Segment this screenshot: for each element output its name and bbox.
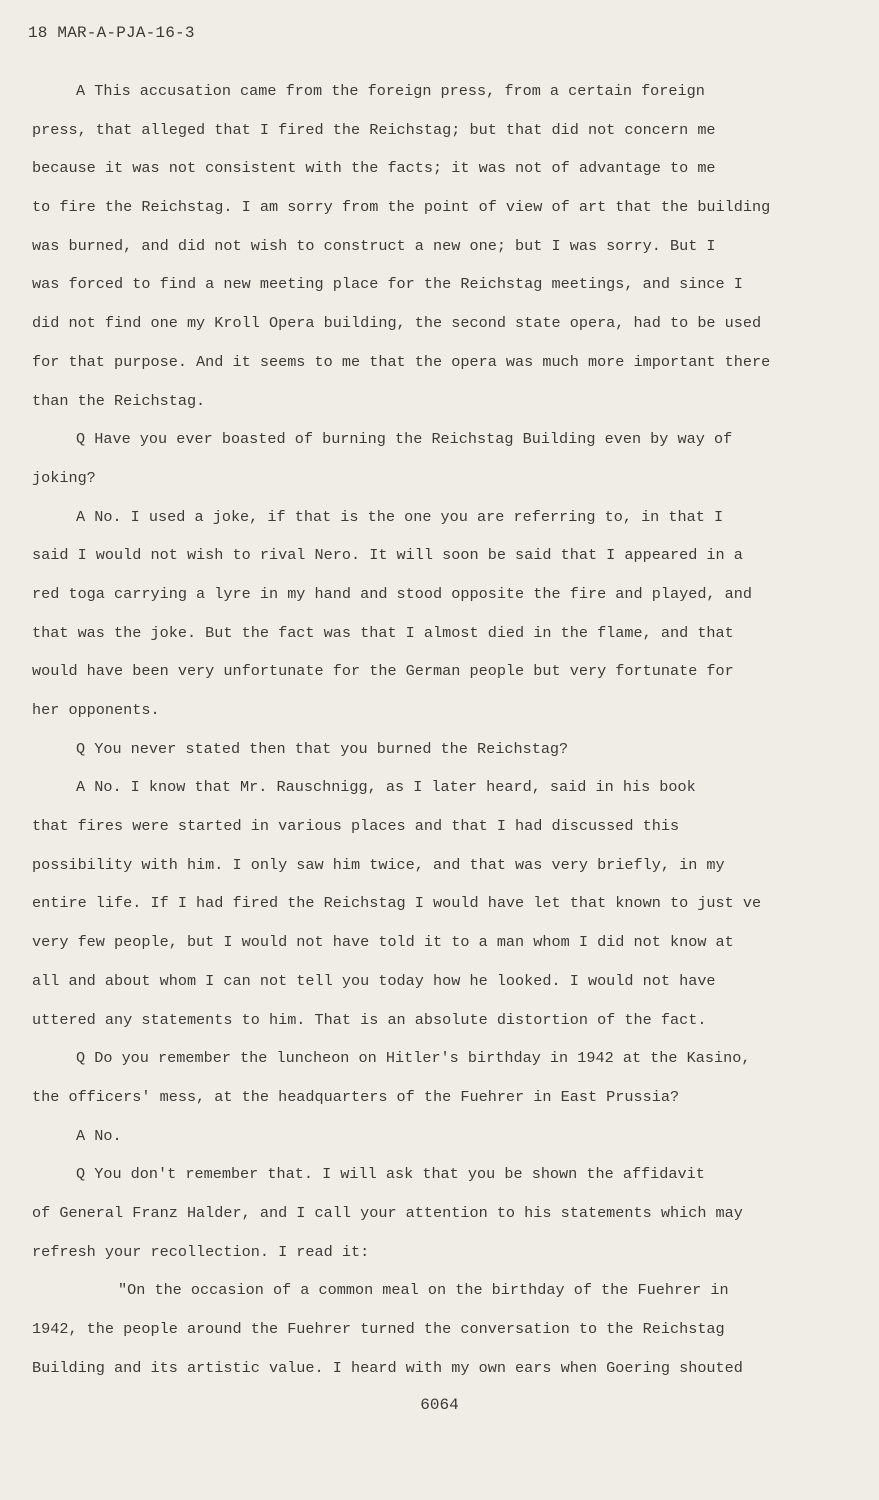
text-line: A This accusation came from the foreign press, from a certain foreign	[76, 82, 705, 100]
text-line: "On the occasion of a common meal on the birthday of the Fuehrer in	[118, 1281, 729, 1300]
transcript-body	[32, 72, 832, 1387]
text-line: Q You don't remember that. I will ask that you be shown the affidavit	[76, 1165, 705, 1184]
text-line: that fires were started in various places and that I had discussed this	[32, 817, 680, 836]
text-line: very few people, but I would not have told it to a man whom I did not know at	[32, 933, 734, 952]
text-line: the officers' mess, at the headquarters of the Fuehrer in East Prussia?	[32, 1087, 680, 1106]
text-line: joking?	[32, 468, 96, 487]
text-line: than the Reichstag.	[32, 391, 206, 410]
text-line: of General Franz Halder, and I call your attention to his statements which may	[32, 1203, 743, 1222]
transcript-text	[32, 72, 832, 1387]
text-line: red toga carrying a lyre in my hand and stood opposite the fire and played, and	[32, 584, 753, 603]
text-line: press, that alleged that I fired the Reichstag; but that did not concern me	[32, 120, 716, 139]
text-line: did not find one my Kroll Opera building, the second state opera, had to be used	[32, 314, 762, 333]
text-line: Q Do you remember the luncheon on Hitler's birthday in 1942 at the Kasino,	[76, 1049, 751, 1068]
text-line: A No.	[76, 1126, 122, 1145]
text-line: Q Have you ever boasted of burning the Reichstag Building even by way of	[76, 430, 733, 449]
text-line: A No. I know that Mr. Rauschnigg, as I later heard, said in his book	[76, 778, 696, 797]
text-line: uttered any statements to him. That is an absolute distortion of the fact.	[32, 1010, 707, 1029]
page-number: 6064	[420, 1396, 459, 1414]
text-line: was burned, and did not wish to construct a new one; but I was sorry. But I	[32, 236, 716, 255]
text-line: all and about whom I can not tell you today how he looked. I would not have	[32, 971, 716, 990]
text-line: entire life. If I had fired the Reichstag I would have let that known to just ve	[32, 894, 762, 913]
text-line: that was the joke. But the fact was that I almost died in the flame, and that	[32, 623, 734, 642]
text-line: said I would not wish to rival Nero. It will soon be said that I appeared in a	[32, 546, 743, 565]
text-line: 1942, the people around the Fuehrer turned the conversation to the Reichstag	[32, 1320, 725, 1338]
text-line: because it was not consistent with the facts; it was not of advantage to me	[32, 159, 716, 178]
text-line: her opponents.	[32, 701, 160, 719]
text-line: Building and its artistic value. I heard with my own ears when Goering shouted	[32, 1358, 743, 1377]
document-code: 18 MAR-A-PJA-16-3	[28, 24, 195, 42]
text-line: for that purpose. And it seems to me that the opera was much more important there	[32, 352, 771, 371]
text-line: was forced to find a new meeting place for the Reichstag meetings, and since I	[32, 275, 743, 294]
text-line: Q You never stated then that you burned the Reichstag?	[76, 739, 569, 758]
text-line: to fire the Reichstag. I am sorry from the point of view of art that the building	[32, 198, 771, 217]
text-line: possibility with him. I only saw him twice, and that was very briefly, in my	[32, 855, 725, 874]
text-line: would have been very unfortunate for the German people but very fortunate for	[32, 662, 734, 681]
text-line: refresh your recollection. I read it:	[32, 1242, 370, 1261]
text-line: A No. I used a joke, if that is the one you are referring to, in that I	[76, 507, 724, 526]
